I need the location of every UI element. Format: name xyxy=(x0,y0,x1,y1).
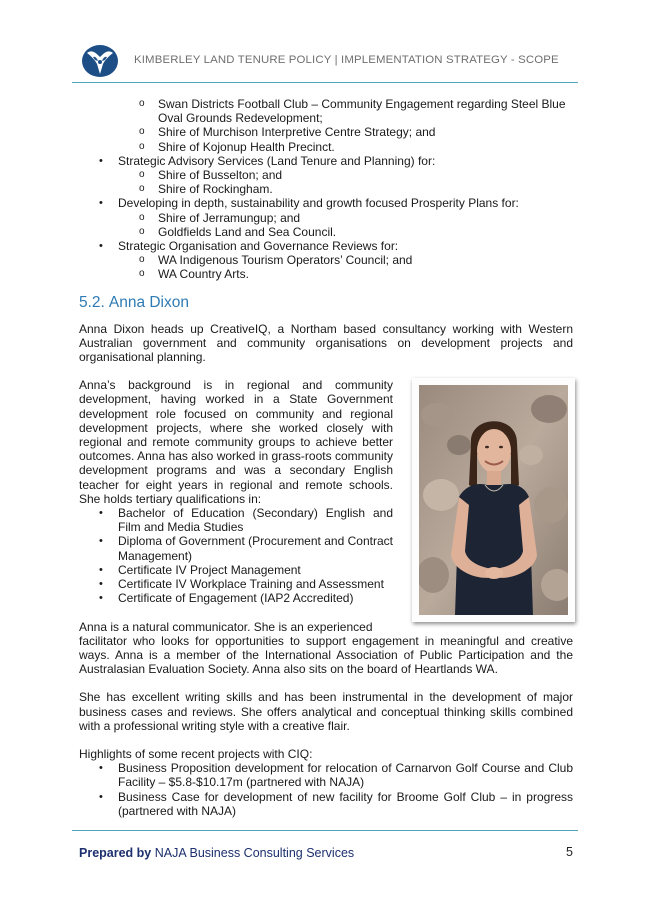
header-title: KIMBERLEY LAND TENURE POLICY | IMPLEMENTATION STRATEGY - SCOPE xyxy=(134,54,559,66)
list-item xyxy=(79,182,573,196)
list-item xyxy=(79,211,573,225)
list-item-text: Strategic Advisory Services (Land Tenure and Planning) for: xyxy=(118,153,436,168)
intro-paragraph: Anna Dixon heads up CreativeIQ, a Northam based consultancy working with Western Australian government and community organisations on development projects and organisational planning. xyxy=(79,321,573,365)
list-item-text: Shire of Jerramungup; and xyxy=(158,210,301,225)
circle-bullet-icon: o xyxy=(139,211,145,223)
list-item-text: Oval Grounds Redevelopment; xyxy=(158,111,323,126)
bullet-icon: • xyxy=(99,535,103,548)
footer-company: NAJA Business Consulting Services xyxy=(154,846,355,860)
bullet-icon: • xyxy=(99,578,103,591)
footer-rule xyxy=(72,830,578,831)
list-item xyxy=(79,761,573,789)
list-item-text: Shire of Rockingham. xyxy=(158,182,273,197)
list-item-text: Diploma of Government (Procurement and Contract Management) xyxy=(118,534,393,563)
background-paragraph: Anna’s background is in regional and community development, having worked in a State Government development role focused on community and regional development projects, where she worked closely with regional and remote community groups to achieve better outcomes. Anna has also worked in grass-roots community development programs and was a secondary English teacher for eight years in regional and remote schools. She holds tertiary qualifications in: xyxy=(79,378,393,506)
list-item xyxy=(79,154,573,168)
highlights-list xyxy=(79,761,573,818)
list-item xyxy=(79,239,573,253)
list-item-text: Developing in depth, sustainability and growth focused Prosperity Plans for: xyxy=(118,196,519,211)
list-item-text: Swan Districts Football Club – Community Engagement regarding Steel Blue xyxy=(158,97,566,111)
section-number: 5.2. xyxy=(79,293,105,311)
list-item-text: WA Country Arts. xyxy=(158,267,249,282)
header-rule xyxy=(72,82,578,83)
list-item-text: Shire of Murchison Interpretive Centre Strategy; and xyxy=(158,125,436,140)
bullet-icon: • xyxy=(99,762,103,775)
communicator-paragraph: facilitator who looks for opportunities to support engagement in meaningful and creative ways. Anna is a member of the International Association of Public Participation and the Australasian Evaluation Society. Anna also sits on the board of Heartlands WA. xyxy=(79,633,573,677)
bullet-icon: • xyxy=(99,592,103,605)
list-item xyxy=(79,225,573,239)
writing-paragraph: She has excellent writing skills and has been instrumental in the development of major business cases and reviews. She offers analytical and conceptual thinking skills combined with a professional writing style with a creative flair. xyxy=(79,690,573,733)
bio-with-photo xyxy=(79,378,573,633)
bullet-icon: • xyxy=(99,563,103,576)
list-item xyxy=(79,563,393,577)
circle-bullet-icon: o xyxy=(139,126,145,138)
circle-bullet-icon: o xyxy=(139,225,145,237)
list-item xyxy=(79,125,573,139)
qualifications-list xyxy=(79,506,393,605)
bullet-icon: • xyxy=(99,197,103,210)
list-item-text: Shire of Kojonup Health Precinct. xyxy=(158,139,335,154)
bullet-icon: • xyxy=(99,240,103,253)
portrait-photo-frame xyxy=(412,378,575,622)
intro-list xyxy=(79,97,573,282)
list-item-text: Shire of Busselton; and xyxy=(158,168,283,183)
list-item-text: Certificate of Engagement (IAP2 Accredited) xyxy=(118,591,354,606)
bullet-icon: • xyxy=(99,154,103,167)
list-item xyxy=(79,196,573,210)
highlights-intro: Highlights of some recent projects with CIQ: xyxy=(79,746,313,761)
bullet-icon: • xyxy=(99,507,103,520)
list-item xyxy=(79,168,573,182)
circle-bullet-icon: o xyxy=(139,169,145,181)
list-item xyxy=(79,140,573,154)
list-item xyxy=(79,534,393,562)
list-item xyxy=(79,97,573,111)
circle-bullet-icon: o xyxy=(139,254,145,266)
list-item-text: Strategic Organisation and Governance Reviews for: xyxy=(118,239,399,254)
list-item xyxy=(79,111,573,125)
section-title: Anna Dixon xyxy=(108,293,189,311)
circle-bullet-icon: o xyxy=(139,268,145,280)
circle-bullet-icon: o xyxy=(139,140,145,152)
list-item-text: Certificate IV Project Management xyxy=(118,562,301,577)
list-item-text: Bachelor of Education (Secondary) English and Film and Media Studies xyxy=(118,506,393,535)
circle-bullet-icon: o xyxy=(139,98,145,109)
communicator-line: Anna is a natural communicator. She is an experienced xyxy=(79,619,373,634)
page-content xyxy=(79,97,573,818)
bullet-icon: • xyxy=(99,790,103,803)
list-item-text: Business Case for development of new facility for Broome Golf Club – in progress (partnered with NAJA) xyxy=(118,789,573,818)
list-item-text: Goldfields Land and Sea Council. xyxy=(158,224,337,239)
list-item-text: Business Proposition development for relocation of Carnarvon Golf Course and Club Facility – $5.8-$10.17m (partnered with NAJA) xyxy=(118,761,573,790)
list-item xyxy=(79,790,573,818)
naja-logo-icon xyxy=(81,44,119,78)
list-item xyxy=(79,591,393,605)
page-number: 5 xyxy=(566,845,573,859)
list-item xyxy=(79,253,573,267)
footer-prepared-by xyxy=(79,846,354,860)
list-item xyxy=(79,506,393,534)
section-heading xyxy=(79,294,573,312)
list-item-text: WA Indigenous Tourism Operators’ Council; and xyxy=(158,253,413,268)
list-item xyxy=(79,577,393,591)
footer-prepared-label: Prepared by xyxy=(79,846,152,860)
list-item xyxy=(79,267,573,281)
list-item-text: Certificate IV Workplace Training and Assessment xyxy=(118,577,384,592)
circle-bullet-icon: o xyxy=(139,183,145,195)
portrait-photo xyxy=(419,385,568,615)
